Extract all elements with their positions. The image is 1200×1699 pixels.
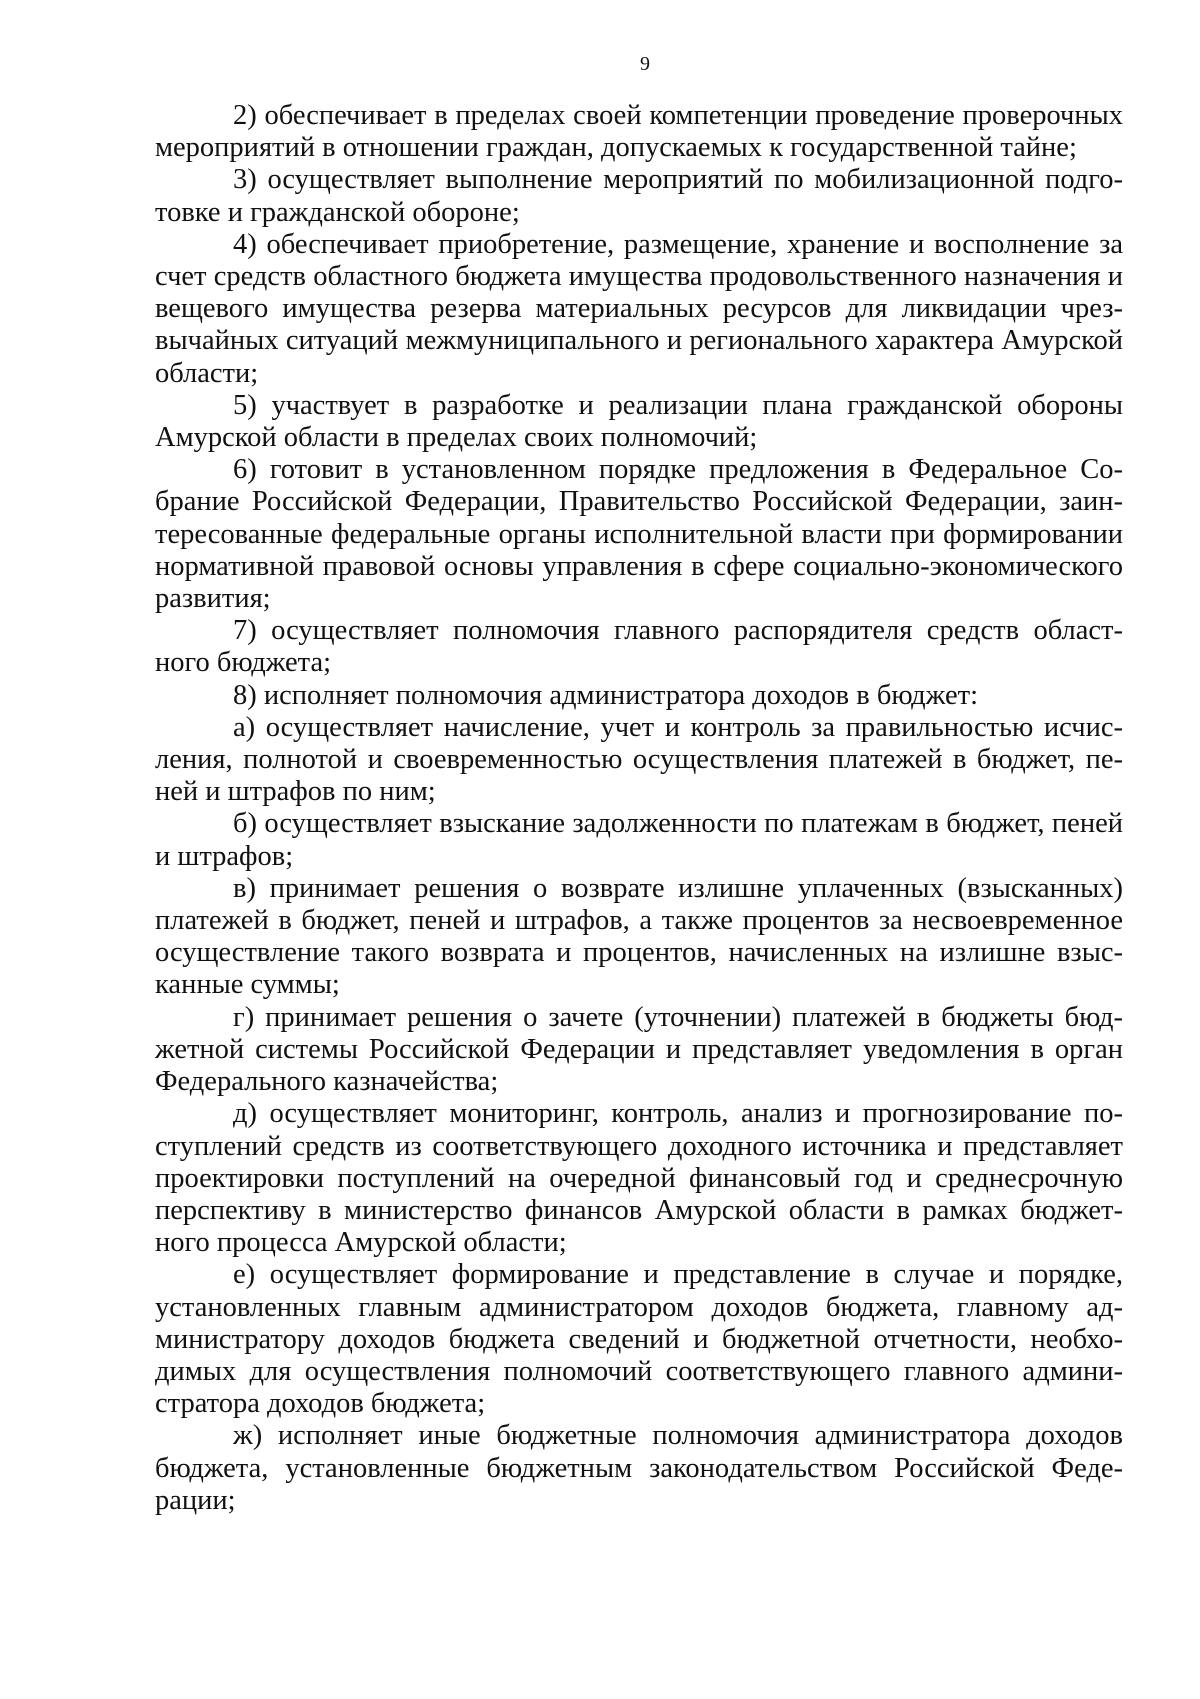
paragraph-item-3: 3) осуществляет выполнение мероприятий по мобилизационной подготовке и гражданской обороне; xyxy=(155,164,1123,228)
subparagraph-zh: ж) исполняет иные бюджетные полномочия администратора доходов бюджета, установленные бюджетным законодательством Российской Федерации; xyxy=(155,1420,1123,1516)
paragraph-item-6: 6) готовит в установленном порядке предложения в Федеральное Собрание Российской Федерации, Правительство Российской Федерации, заинтересованные федеральные органы исполнительной власти при формировании нормативной правовой основы управления в сфере социально-экономического развития; xyxy=(155,454,1123,615)
paragraph-item-8: 8) исполняет полномочия администратора доходов в бюджет: xyxy=(233,679,979,711)
page-number: 9 xyxy=(640,53,650,75)
subparagraph-d: д) осуществляет мониторинг, контроль, анализ и прогнозирование поступлений средств из соответствующего доходного источника и представляет проектировки поступлений на очередной финансовый год и среднесрочную перспективу в министерство финансов Амурской области в рамках бюджетного процесса Амурской области; xyxy=(155,1098,1123,1259)
subparagraph-b: б) осуществляет взыскание задолженности по платежам в бюджет, пеней и штрафов; xyxy=(155,808,1123,872)
subparagraph-v: в) принимает решения о возврате излишне уплаченных (взысканных) платежей в бюджет, пеней и штрафов, а также процентов за несвоевременное осуществление такого возврата и процентов, начисленных на излишне взысканные суммы; xyxy=(155,872,1123,1001)
subparagraph-e: е) осуществляет формирование и представление в случае и порядке, установленных главным администратором доходов бюджета, главному администратору доходов бюджета сведений и бюджетной отчетности, необходимых для осуществления полномочий соответствующего главного администратора доходов бюджета; xyxy=(155,1259,1123,1420)
subparagraph-g: г) принимает решения о зачете (уточнении) платежей в бюджеты бюджетной системы Российской Федерации и представляет уведомления в орган Федерального казначейства; xyxy=(155,1001,1123,1098)
document-body xyxy=(155,100,1123,1517)
paragraph-item-4: 4) обеспечивает приобретение, размещение, хранение и восполнение за счет средств областного бюджета имущества продовольственного назначения и вещевого имущества резерва материальных ресурсов для ликвидации чрезвычайных ситуаций межмуниципального и регионального характера Амурской области; xyxy=(155,228,1123,389)
paragraph-item-5: 5) участвует в разработке и реализации плана гражданской обороны Амурской области в пределах своих полномочий; xyxy=(155,389,1123,454)
paragraph-item-7: 7) осуществляет полномочия главного распорядителя средств областного бюджета; xyxy=(155,615,1123,679)
subparagraph-a: а) осуществляет начисление, учет и контроль за правильностью исчисления, полнотой и своевременностью осуществления платежей в бюджет, пеней и штрафов по ним; xyxy=(155,711,1123,808)
paragraph-item-2: 2) обеспечивает в пределах своей компетенции проведение проверочных мероприятий в отношении граждан, допускаемых к государственной тайне; xyxy=(155,100,1123,164)
